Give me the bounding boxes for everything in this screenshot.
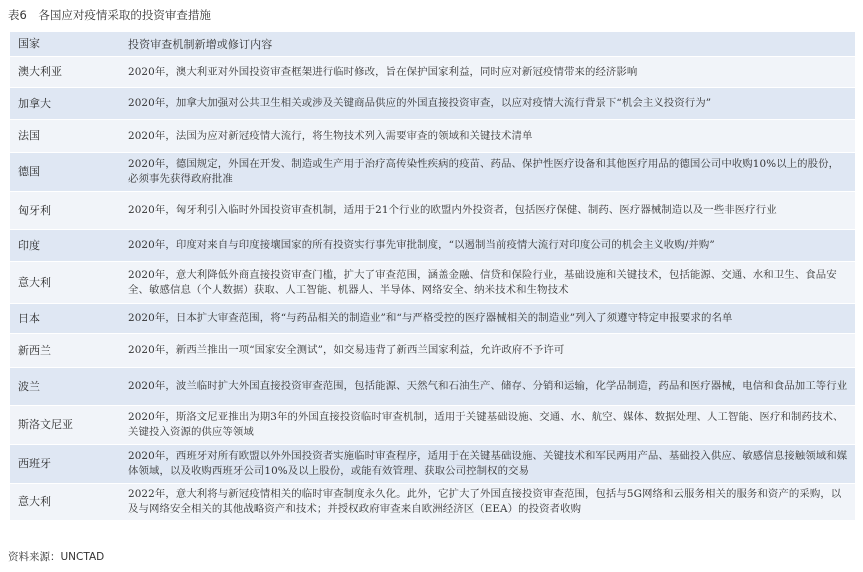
table-row: [10, 304, 855, 334]
content-cell: 2020年，澳大利亚对外国投资审查框架进行临时修改，旨在保护国家利益，同时应对新冠疫情带来的经济影响: [128, 65, 638, 78]
content-cell: 2022年，意大利将与新冠疫情相关的临时审查制度永久化。此外，它扩大了外国直接投资审查范围，包括与5G网络和云服务相关的服务和资产的采购，以及与网络安全相关的其他战略资产和技术；并授权政府审查来自欧洲经济区（EEA）的投资者收购: [128, 488, 842, 515]
content-cell: 2020年，意大利降低外商直接投资审查门槛，扩大了审查范围，涵盖金融、信贷和保险行业，基础设施和关键技术，包括能源、交通、水和卫生、食品安全、敏感信息（个人数据）获取、人工智能、机器人、半导体、网络安全、纳米技术和生物技术: [128, 268, 837, 296]
content-cell: 2020年，西班牙对所有欧盟以外外国投资者实施临时审查程序，适用于在关键基础设施、关键技术和军民两用产品、基础投入供应、敏感信息接触领域和媒体领域，以及收购西班牙公司10%及以上股份，或能有效管理、获取公司控制权的交易: [128, 450, 848, 477]
content-cell: 2020年，新西兰推出一项“国家安全测试”，如交易违背了新西兰国家利益，允许政府不予许可: [128, 344, 565, 356]
table-row: [10, 406, 855, 445]
header-content: 投资审查机制新增或修订内容: [128, 37, 273, 51]
table-row: [10, 484, 855, 521]
country-cell: 意大利: [18, 275, 51, 289]
country-cell: 匈牙利: [18, 203, 51, 217]
country-cell: 印度: [18, 238, 40, 252]
table-row: [10, 445, 855, 484]
country-cell: 斯洛文尼亚: [18, 418, 73, 431]
table-row: [10, 153, 855, 192]
table-row: [10, 57, 855, 88]
header-country: 国家: [18, 37, 40, 50]
table-row: [10, 192, 855, 230]
table-row: [10, 368, 855, 406]
table-caption: 表6 各国应对疫情采取的投资审查措施: [8, 8, 211, 22]
country-cell: 德国: [18, 165, 40, 178]
content-cell: 2020年，印度对来自与印度接壤国家的所有投资实行事先审批制度，“以遏制当前疫情大流行对印度公司的机会主义收购/并购”: [128, 239, 715, 251]
country-cell: 日本: [18, 311, 40, 325]
country-cell: 澳大利亚: [18, 65, 62, 78]
country-cell: 波兰: [18, 379, 40, 393]
content-cell: 2020年，波兰临时扩大外国直接投资审查范围，包括能源、天然气和石油生产、储存、分销和运输，化学品制造，药品和医疗器械，电信和食品加工等行业: [128, 380, 848, 392]
table-row: [10, 230, 855, 262]
table-row: [10, 120, 855, 153]
country-cell: 法国: [18, 129, 40, 142]
country-cell: 意大利: [18, 495, 51, 508]
table-row: [10, 334, 855, 368]
content-cell: 2020年，德国规定，外国在开发、制造或生产用于治疗高传染性疾病的疫苗、药品、保护性医疗设备和其他医疗用品的德国公司中收购10%以上的股份，必须事先获得政府批准: [128, 158, 840, 185]
table-row: [10, 88, 855, 120]
table-header-row: [10, 32, 855, 57]
source-note: 资料来源：UNCTAD: [8, 551, 105, 563]
country-cell: 西班牙: [18, 457, 51, 470]
country-cell: 新西兰: [18, 343, 51, 357]
table-row: [10, 262, 855, 304]
content-cell: 2020年，斯洛文尼亚推出为期3年的外国直接投资临时审查机制，适用于关键基础设施、交通、水、航空、媒体、数据处理、人工智能、医疗和制药技术、关键投入资源的供应等领域: [128, 411, 844, 438]
country-cell: 加拿大: [18, 96, 51, 110]
content-cell: 2020年，匈牙利引入临时外国投资审查机制，适用于21个行业的欧盟内外投资者，包括医疗保健、制药、医疗器械制造以及一些非医疗行业: [128, 204, 777, 216]
content-cell: 2020年，法国为应对新冠疫情大流行，将生物技术列入需要审查的领域和关键技术清单: [128, 129, 533, 142]
investment-review-table: [10, 32, 855, 521]
content-cell: 2020年，加拿大加强对公共卫生相关或涉及关键商品供应的外国直接投资审查，以应对疫情大流行背景下“机会主义投资行为”: [128, 97, 712, 109]
content-cell: 2020年，日本扩大审查范围，将“与药品相关的制造业”和“与严格受控的医疗器械相关的制造业”列入了须遵守特定申报要求的名单: [128, 312, 733, 324]
